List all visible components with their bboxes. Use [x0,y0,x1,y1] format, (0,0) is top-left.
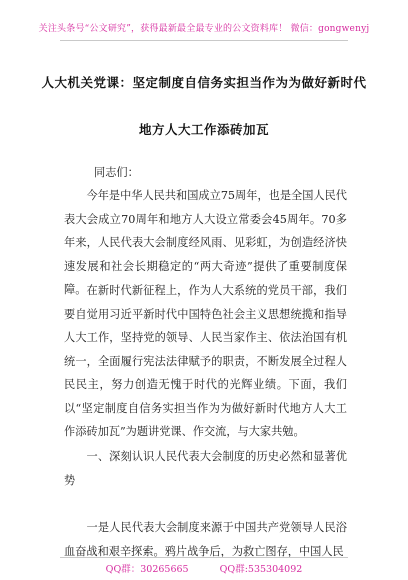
paragraph-2: 在新时代新征程上，作为人大系统的党员干部，我们要自觉用习近平新时代中国特色社会主义思想统揽和指导人大工作，坚持党的领导、人民当家作主、依法治国有机统一，全面履行宪法法律赋予的职责，不断发展全过程人民民主，努力创造无愧于时代的光辉业绩。下面，我们以“坚定制度自信务实担当作为为做好新时代地方人大工作添砖加瓦”为题讲党课、作交流，与大家共勉。 [64,284,347,438]
document-title-line-1: 人大机关党课：坚定制度自信务实担当作为为做好新时代 [41,75,367,90]
paragraph-1: 今年是中华人民共和国成立75周年，也是全国人民代表大会成立70周年和地方人大设立常委会45周年。70多年来，人民代表大会制度经风雨、见彩虹，为创造经济快速发展和社会长期稳定的“两大奇迹”提供了重要制度保障。 [64,189,347,296]
footer-qq-group-1: QQ群：30265665 [105,564,189,575]
footer-qq-group-2: QQ群:535304092 [219,564,303,575]
footer-contact [0,561,408,575]
header-promo-text: 关注头条号“公文研究”，获得最新最全最专业的公文资料库！ 微信：gongwenyj [38,24,370,34]
salutation: 同志们： [94,166,139,179]
document-title-line-2: 地方人大工作添砖加瓦 [138,122,269,137]
footer-divider [60,557,348,558]
header-divider [60,40,348,41]
section-heading-1: 一、深刻认识人民代表大会制度的历史必然和显著优势 [64,450,347,487]
paragraph-3: 一是人民代表大会制度来源于中国共产党领导人民浴血奋战和艰辛探索。鸦片战争后，为救亡图存，中国人民 [64,521,347,558]
